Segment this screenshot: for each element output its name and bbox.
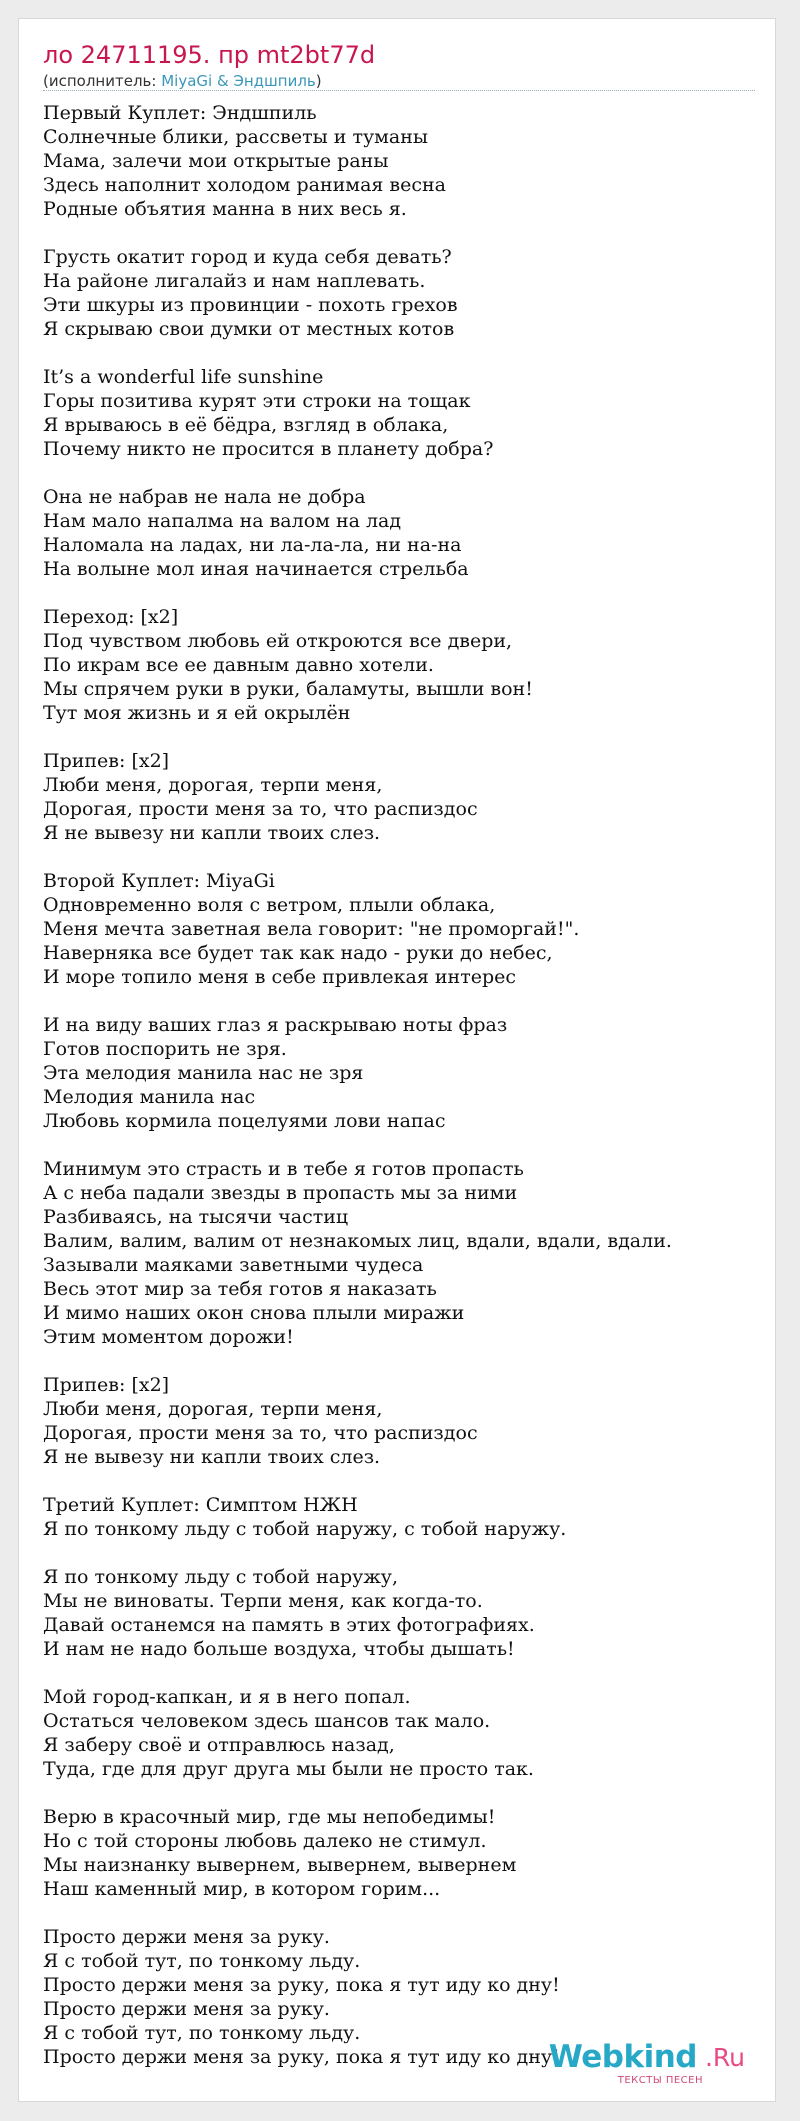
lyric-line: Переход: [x2] bbox=[43, 606, 179, 628]
lyric-line: It’s a wonderful life sunshine bbox=[43, 366, 324, 388]
lyric-line: Я с тобой тут, по тонкому льду. bbox=[43, 2022, 361, 2044]
lyric-line: По икрам все ее давным давно хотели. bbox=[43, 654, 434, 676]
lyric-spacer bbox=[43, 725, 753, 749]
lyric-line: Наломала на ладах, ни ла-ла-ла, ни на-на bbox=[43, 534, 462, 556]
lyric-line: Я не вывезу ни капли твоих слез. bbox=[43, 822, 381, 844]
lyric-line: Мы спрячем руки в руки, баламуты, вышли вон! bbox=[43, 678, 533, 700]
lyric-line: Почему никто не просится в планету добра? bbox=[43, 438, 494, 460]
lyric-spacer bbox=[43, 461, 753, 485]
artist-suffix: ) bbox=[315, 72, 322, 90]
lyric-spacer bbox=[43, 1781, 753, 1805]
lyric-line: Грусть окатит город и куда себя девать? bbox=[43, 246, 452, 268]
lyric-spacer bbox=[43, 341, 753, 365]
logo-tld: .Ru bbox=[704, 2043, 745, 2072]
lyric-line: Остаться человеком здесь шансов так мало. bbox=[43, 1710, 491, 1732]
lyric-line: Я заберу своё и отправлюсь назад, bbox=[43, 1734, 395, 1756]
header-divider bbox=[43, 90, 755, 91]
lyric-line: Наверняка все будет так как надо - руки до небес, bbox=[43, 942, 553, 964]
logo-brand: Webkind bbox=[548, 2039, 697, 2075]
lyric-line: Под чувством любовь ей откроются все двери, bbox=[43, 630, 513, 652]
lyric-line: Меня мечта заветная вела говорит: "не проморгай!". bbox=[43, 918, 580, 940]
lyric-line: Она не набрав не нала не добра bbox=[43, 486, 366, 508]
lyric-line: А с неба падали звезды в пропасть мы за ними bbox=[43, 1182, 518, 1204]
artist-line bbox=[43, 72, 322, 90]
lyric-line: Люби меня, дорогая, терпи меня, bbox=[43, 774, 383, 796]
lyric-line: На районе лигалайз и нам наплевать. bbox=[43, 270, 426, 292]
lyric-line: Горы позитива курят эти строки на тощак bbox=[43, 390, 471, 412]
artist-prefix: (исполнитель: bbox=[43, 72, 162, 90]
logo-tagline: ТЕКСТЫ ПЕСЕН bbox=[617, 2075, 703, 2086]
lyric-spacer bbox=[43, 1469, 753, 1493]
lyric-line: Разбиваясь, на тысячи частиц bbox=[43, 1206, 349, 1228]
lyric-line: И море топило меня в себе привлекая интерес bbox=[43, 966, 517, 988]
lyric-line: Мелодия манила нас bbox=[43, 1086, 256, 1108]
lyric-line: Первый Куплет: Эндшпиль bbox=[43, 102, 317, 124]
lyric-line: Просто держи меня за руку. bbox=[43, 1998, 330, 2020]
lyric-line: Зазывали маяками заветными чудеса bbox=[43, 1254, 424, 1276]
lyric-spacer bbox=[43, 1901, 753, 1925]
lyric-line: Родные объятия манна в них весь я. bbox=[43, 198, 407, 220]
lyric-line: Я врываюсь в её бёдра, взгляд в облака, bbox=[43, 414, 449, 436]
lyrics-body bbox=[43, 101, 753, 2069]
lyric-line: Солнечные блики, рассветы и туманы bbox=[43, 126, 429, 148]
lyric-line: Этим моментом дорожи! bbox=[43, 1326, 294, 1348]
lyric-line: Весь этот мир за тебя готов я наказать bbox=[43, 1278, 437, 1300]
lyric-line: Дорогая, прости меня за то, что распиздос bbox=[43, 798, 478, 820]
lyric-spacer bbox=[43, 845, 753, 869]
lyric-line: Я по тонкому льду с тобой наружу, bbox=[43, 1566, 399, 1588]
lyric-line: Мой город-капкан, и я в него попал. bbox=[43, 1686, 411, 1708]
artist-link[interactable]: MiyaGi & Эндшпиль bbox=[161, 72, 316, 90]
lyric-line: Мы наизнанку вывернем, вывернем, вывернем bbox=[43, 1854, 517, 1876]
lyric-line: Туда, где для друг друга мы были не просто так. bbox=[43, 1758, 534, 1780]
lyric-line: Валим, валим, валим от незнакомых лиц, вдали, вдали, вдали. bbox=[43, 1230, 672, 1252]
lyric-line: Мама, залечи мои открытые раны bbox=[43, 150, 389, 172]
lyric-line: Просто держи меня за руку, пока я тут иду ко дну! bbox=[43, 2046, 560, 2068]
lyric-spacer bbox=[43, 1541, 753, 1565]
lyric-line: Третий Куплет: Симптом НЖН bbox=[43, 1494, 358, 1516]
lyric-line: Одновременно воля с ветром, плыли облака, bbox=[43, 894, 496, 916]
lyric-line: Наш каменный мир, в котором горим... bbox=[43, 1878, 441, 1900]
lyric-spacer bbox=[43, 221, 753, 245]
lyric-line: Я не вывезу ни капли твоих слез. bbox=[43, 1446, 381, 1468]
lyric-line: Здесь наполнит холодом ранимая весна bbox=[43, 174, 446, 196]
lyric-spacer bbox=[43, 1661, 753, 1685]
lyric-line: На волыне мол иная начинается стрельба bbox=[43, 558, 469, 580]
lyric-line: Давай останемся на память в этих фотографиях. bbox=[43, 1614, 535, 1636]
lyric-line: Тут моя жизнь и я ей окрылён bbox=[43, 702, 351, 724]
lyric-line: Припев: [x2] bbox=[43, 750, 170, 772]
content-card bbox=[18, 18, 776, 2102]
lyric-line: Но с той стороны любовь далеко не стимул. bbox=[43, 1830, 487, 1852]
lyric-line: Эти шкуры из провинции - похоть грехов bbox=[43, 294, 458, 316]
lyric-line: Нам мало напалма на валом на лад bbox=[43, 510, 402, 532]
lyric-spacer bbox=[43, 989, 753, 1013]
lyric-line: И на виду ваших глаз я раскрываю ноты фраз bbox=[43, 1014, 508, 1036]
lyric-line: Верю в красочный мир, где мы непобедимы! bbox=[43, 1806, 496, 1828]
lyric-line: Второй Куплет: MiyaGi bbox=[43, 870, 275, 892]
lyric-line: И нам не надо больше воздуха, чтобы дышать! bbox=[43, 1638, 515, 1660]
webkind-logo[interactable] bbox=[545, 2039, 745, 2087]
page-title: ло 24711195. пр mt2bt77d bbox=[43, 41, 376, 69]
lyric-line: Просто держи меня за руку, пока я тут иду ко дну! bbox=[43, 1974, 560, 1996]
lyric-line: Готов поспорить не зря. bbox=[43, 1038, 287, 1060]
lyric-line: Любовь кормила поцелуями лови напас bbox=[43, 1110, 446, 1132]
lyric-line: Дорогая, прости меня за то, что распиздос bbox=[43, 1422, 478, 1444]
lyric-spacer bbox=[43, 1349, 753, 1373]
lyric-line: И мимо наших окон снова плыли миражи bbox=[43, 1302, 465, 1324]
lyric-line: Люби меня, дорогая, терпи меня, bbox=[43, 1398, 383, 1420]
lyric-line: Минимум это страсть и в тебе я готов пропасть bbox=[43, 1158, 524, 1180]
lyric-spacer bbox=[43, 1133, 753, 1157]
lyric-line: Я по тонкому льду с тобой наружу, с тобой наружу. bbox=[43, 1518, 567, 1540]
lyric-spacer bbox=[43, 581, 753, 605]
lyric-line: Просто держи меня за руку. bbox=[43, 1926, 330, 1948]
lyric-line: Мы не виноваты. Терпи меня, как когда-то. bbox=[43, 1590, 483, 1612]
lyric-line: Эта мелодия манила нас не зря bbox=[43, 1062, 364, 1084]
lyric-line: Я с тобой тут, по тонкому льду. bbox=[43, 1950, 361, 1972]
lyric-line: Я скрываю свои думки от местных котов bbox=[43, 318, 455, 340]
lyric-line: Припев: [x2] bbox=[43, 1374, 170, 1396]
